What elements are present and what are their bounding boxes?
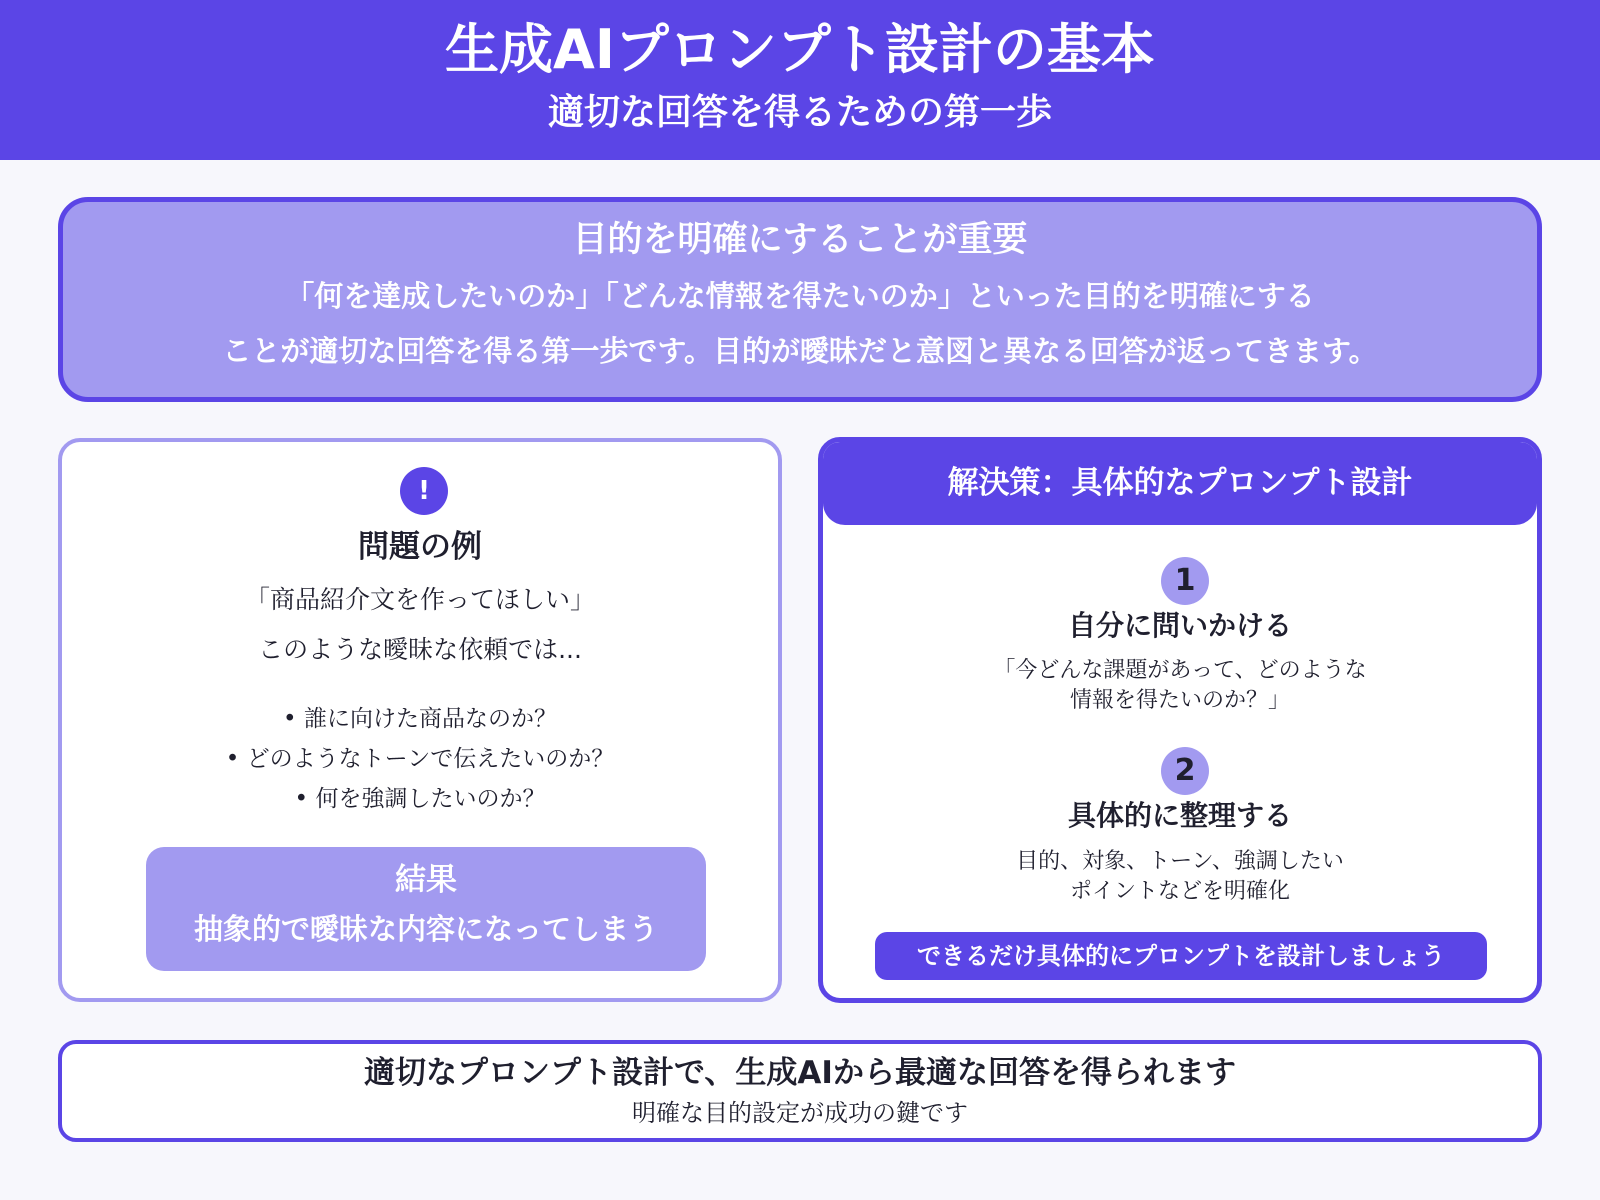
header-banner xyxy=(0,0,1600,160)
result-title: 結果 xyxy=(395,862,457,898)
bullet-item: • 何を強調したいのか？ xyxy=(62,779,778,819)
page-subtitle: 適切な回答を得るための第一歩 xyxy=(547,92,1052,133)
step-1-text-line-1: 「今どんな課題があって、どのような xyxy=(993,658,1367,683)
bullet-item: • どのようなトーンで伝えたいのか？ xyxy=(62,739,778,779)
problem-panel xyxy=(58,438,782,1002)
problem-title: 問題の例 xyxy=(358,529,482,565)
solution-panel xyxy=(818,437,1542,1003)
problem-quote: 「商品紹介文を作ってほしい」 xyxy=(244,585,595,614)
solution-heading: 解決策：具体的なプロンプト設計 xyxy=(823,442,1537,525)
exclamation-icon: ! xyxy=(400,467,448,515)
intro-box xyxy=(58,197,1542,402)
result-text: 抽象的で曖昧な内容になってしまう xyxy=(193,912,658,946)
page-title: 生成AIプロンプト設計の基本 xyxy=(445,18,1155,81)
problem-vague-text: このような曖昧な依頼では... xyxy=(258,635,582,664)
bullet-item: • 誰に向けた商品なのか？ xyxy=(62,699,778,739)
step-2-text-line-1: 目的、対象、トーン、強調したい xyxy=(1016,849,1344,874)
problem-bullet-list xyxy=(62,699,778,819)
footer-box xyxy=(58,1040,1542,1142)
intro-line-2: ことが適切な回答を得る第一歩です。目的が曖昧だと意図と異なる回答が返ってきます。 xyxy=(222,334,1378,368)
step-2-text-line-2: ポイントなどを明確化 xyxy=(1069,879,1290,904)
result-box xyxy=(146,847,706,971)
step-2-title: 具体的に整理する xyxy=(1067,799,1292,832)
footer-subtitle: 明確な目的設定が成功の鍵です xyxy=(632,1099,968,1127)
intro-line-1: 「何を達成したいのか」「どんな情報を得たいのか」といった目的を明確にする xyxy=(285,279,1315,313)
step-2-number: 2 xyxy=(1161,747,1209,795)
cta-banner: できるだけ具体的にプロンプトを設計しましょう xyxy=(875,932,1487,980)
step-1-title: 自分に問いかける xyxy=(1067,609,1292,642)
footer-title: 適切なプロンプト設計で、生成AIから最適な回答を得られます xyxy=(364,1055,1236,1091)
intro-heading: 目的を明確にすることが重要 xyxy=(572,220,1028,260)
step-1-text-line-2: 情報を得たいのか？」 xyxy=(1069,688,1290,713)
step-1-number: 1 xyxy=(1161,557,1209,605)
